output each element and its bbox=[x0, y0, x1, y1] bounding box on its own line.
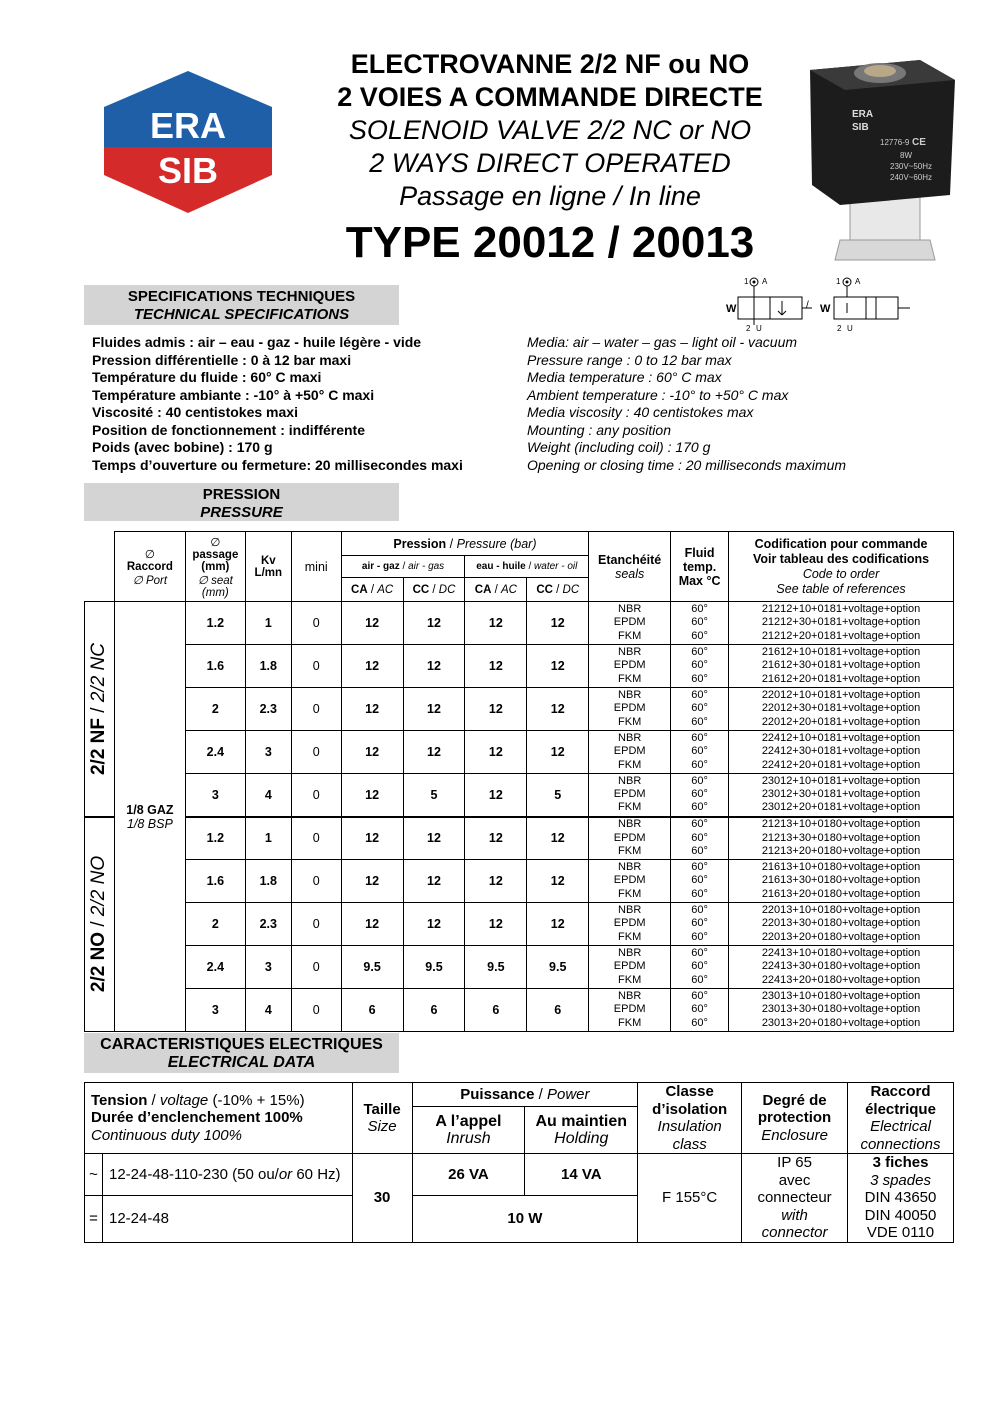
spec-en: Mounting : any position bbox=[527, 421, 671, 438]
water-ca-value: 6 bbox=[465, 989, 527, 1032]
water-ca-value: 12 bbox=[465, 645, 527, 688]
title-en-2: 2 WAYS DIRECT OPERATED bbox=[369, 148, 731, 178]
order-codes: 22413+10+0180+voltage+option 22413+30+0180+voltage+option 22413+20+0180+voltage+option bbox=[729, 946, 954, 989]
kv-value: 1 bbox=[245, 817, 291, 860]
dc-power-value: 10 W bbox=[412, 1196, 638, 1242]
airgas-cc-value: 5 bbox=[403, 774, 465, 817]
group-label: 2/2 NO / 2/2 NO bbox=[85, 817, 115, 1032]
passage-value: 1.6 bbox=[185, 860, 245, 903]
svg-text:2: 2 bbox=[837, 324, 842, 333]
specs-title-en: TECHNICAL SPECIFICATIONS bbox=[133, 306, 350, 323]
airgas-ca-value: 12 bbox=[341, 731, 403, 774]
product-brand2: SIB bbox=[852, 122, 869, 133]
kv-value: 1 bbox=[245, 602, 291, 645]
pressure-row bbox=[85, 774, 954, 817]
group-label: 2/2 NF / 2/2 NC bbox=[85, 602, 115, 817]
h-mini: mini bbox=[291, 532, 341, 602]
temp-value: 60° 60° 60° bbox=[671, 946, 729, 989]
temp-value: 60° 60° 60° bbox=[671, 688, 729, 731]
seals-value: NBR EPDM FKM bbox=[589, 903, 671, 946]
temp-value: 60° 60° 60° bbox=[671, 860, 729, 903]
mini-value: 0 bbox=[291, 645, 341, 688]
order-codes: 21612+10+0181+voltage+option 21612+30+0181+voltage+option 21612+20+0181+voltage+option bbox=[729, 645, 954, 688]
seals-value: NBR EPDM FKM bbox=[589, 602, 671, 645]
pressure-row bbox=[85, 731, 954, 774]
spec-en: Media temperature : 60° C max bbox=[527, 369, 722, 385]
h-passage: ∅ passage (mm) ∅ seat (mm) bbox=[185, 532, 245, 602]
kv-value: 4 bbox=[245, 774, 291, 817]
airgas-cc-value: 12 bbox=[403, 645, 465, 688]
pressure-row bbox=[85, 645, 954, 688]
h-pressure: Pression / Pressure (bar) bbox=[341, 532, 589, 556]
h-holding: Au maintien Holding bbox=[525, 1107, 638, 1154]
size-value: 30 bbox=[352, 1154, 412, 1243]
seals-value: NBR EPDM FKM bbox=[589, 989, 671, 1032]
spec-en: Pressure range : 0 to 12 bar max bbox=[527, 351, 732, 368]
product-ce: CE bbox=[912, 137, 926, 148]
pressure-title-en: PRESSURE bbox=[200, 504, 283, 521]
passage-value: 3 bbox=[185, 774, 245, 817]
svg-text:A: A bbox=[762, 277, 768, 286]
mini-value: 0 bbox=[291, 860, 341, 903]
class-value: F 155°C bbox=[638, 1154, 742, 1243]
passage-value: 1.6 bbox=[185, 645, 245, 688]
airgas-cc-value: 6 bbox=[403, 989, 465, 1032]
temp-value: 60° 60° 60° bbox=[671, 774, 729, 817]
passage-value: 2 bbox=[185, 688, 245, 731]
ac-symbol: ~ bbox=[85, 1154, 103, 1196]
water-ca-value: 12 bbox=[465, 817, 527, 860]
temp-value: 60° 60° 60° bbox=[671, 602, 729, 645]
svg-text:W: W bbox=[726, 303, 737, 315]
mini-value: 0 bbox=[291, 602, 341, 645]
passage-value: 2.4 bbox=[185, 731, 245, 774]
logo-bottom-text: SIB bbox=[157, 150, 219, 191]
pressure-row bbox=[85, 688, 954, 731]
seals-value: NBR EPDM FKM bbox=[589, 860, 671, 903]
spec-fr: Temps d’ouverture ou fermeture: 20 millisecondes maxi bbox=[92, 456, 463, 473]
title-fr-1: ELECTROVANNE 2/2 NF ou NO bbox=[350, 49, 750, 79]
h-inrush: A l’appel Inrush bbox=[412, 1107, 525, 1154]
mini-value: 0 bbox=[291, 989, 341, 1032]
passage-value: 2.4 bbox=[185, 946, 245, 989]
svg-text:1: 1 bbox=[744, 277, 749, 286]
airgas-cc-value: 12 bbox=[403, 731, 465, 774]
port-value: 1/8 GAZ 1/8 BSP bbox=[114, 602, 185, 1032]
airgas-ca-value: 12 bbox=[341, 860, 403, 903]
water-cc-value: 12 bbox=[527, 903, 589, 946]
order-codes: 22412+10+0181+voltage+option 22412+30+0181+voltage+option 22412+20+0181+voltage+option bbox=[729, 731, 954, 774]
h-cc-dc: CC / DC bbox=[527, 578, 589, 602]
seals-value: NBR EPDM FKM bbox=[589, 817, 671, 860]
pressure-row bbox=[85, 903, 954, 946]
spec-fr: Fluides admis : air – eau - gaz - huile légère - vide bbox=[92, 334, 422, 350]
title-block bbox=[300, 48, 800, 271]
airgas-ca-value: 12 bbox=[341, 602, 403, 645]
electrical-header bbox=[84, 1033, 399, 1073]
order-codes: 23013+10+0180+voltage+option 23013+30+0180+voltage+option 23013+20+0180+voltage+option bbox=[729, 989, 954, 1032]
pressure-table bbox=[84, 531, 954, 1032]
specs-title: SPECIFICATIONS TECHNIQUES bbox=[127, 288, 356, 305]
order-codes: 22012+10+0181+voltage+option 22012+30+0181+voltage+option 22012+20+0181+voltage+option bbox=[729, 688, 954, 731]
h-ca-ac: CA / AC bbox=[465, 578, 527, 602]
mini-value: 0 bbox=[291, 688, 341, 731]
electrical-title-en: ELECTRICAL DATA bbox=[167, 1054, 316, 1071]
product-image bbox=[800, 45, 965, 265]
product-code: 12776-9 bbox=[880, 138, 910, 147]
temp-value: 60° 60° 60° bbox=[671, 731, 729, 774]
specs-header bbox=[84, 285, 399, 325]
logo-top-text: ERA bbox=[149, 105, 227, 146]
spec-en: Media viscosity : 40 centistokes max bbox=[527, 404, 754, 420]
connections-value: 3 fiches 3 spades DIN 43650 DIN 40050 VDE 0110 bbox=[848, 1154, 954, 1243]
passage-value: 1.2 bbox=[185, 602, 245, 645]
h-size: Taille Size bbox=[352, 1083, 412, 1154]
water-cc-value: 12 bbox=[527, 817, 589, 860]
valve-symbol bbox=[716, 275, 916, 333]
order-codes: 22013+10+0180+voltage+option 22013+30+0180+voltage+option 22013+20+0180+voltage+option bbox=[729, 903, 954, 946]
mini-value: 0 bbox=[291, 903, 341, 946]
order-codes: 23012+10+0181+voltage+option 23012+30+0181+voltage+option 23012+20+0181+voltage+option bbox=[729, 774, 954, 817]
svg-text:W: W bbox=[820, 303, 831, 315]
temp-value: 60° 60° 60° bbox=[671, 817, 729, 860]
product-v1: 230V~50Hz bbox=[890, 162, 933, 171]
seals-value: NBR EPDM FKM bbox=[589, 774, 671, 817]
h-fluid-temp: Fluid temp. Max °C bbox=[671, 532, 729, 602]
water-cc-value: 6 bbox=[527, 989, 589, 1032]
electrical-title: CARACTERISTIQUES ELECTRIQUES bbox=[100, 1036, 383, 1053]
kv-value: 3 bbox=[245, 946, 291, 989]
pressure-row bbox=[85, 602, 954, 645]
water-cc-value: 12 bbox=[527, 645, 589, 688]
mini-value: 0 bbox=[291, 817, 341, 860]
airgas-ca-value: 12 bbox=[341, 903, 403, 946]
water-cc-value: 5 bbox=[527, 774, 589, 817]
seals-value: NBR EPDM FKM bbox=[589, 645, 671, 688]
passage-value: 3 bbox=[185, 989, 245, 1032]
spec-en: Opening or closing time : 20 milliseconds maximum bbox=[527, 456, 847, 473]
h-cc-dc: CC / DC bbox=[403, 578, 465, 602]
era-sib-logo bbox=[88, 45, 288, 217]
water-cc-value: 12 bbox=[527, 602, 589, 645]
spec-fr: Température du fluide : 60° C maxi bbox=[92, 369, 322, 385]
spec-en: Media: air – water – gas – light oil - vacuum bbox=[527, 334, 798, 350]
water-ca-value: 12 bbox=[465, 860, 527, 903]
spec-fr: Position de fonctionnement : indifférente bbox=[92, 421, 365, 438]
temp-value: 60° 60° 60° bbox=[671, 645, 729, 688]
seals-value: NBR EPDM FKM bbox=[589, 946, 671, 989]
product-watt: 8W bbox=[900, 151, 912, 160]
h-airgas: air - gaz / air - gas bbox=[341, 556, 465, 578]
kv-value: 2.3 bbox=[245, 688, 291, 731]
kv-value: 2.3 bbox=[245, 903, 291, 946]
temp-value: 60° 60° 60° bbox=[671, 903, 729, 946]
airgas-ca-value: 12 bbox=[341, 817, 403, 860]
seals-value: NBR EPDM FKM bbox=[589, 731, 671, 774]
passage-value: 1.2 bbox=[185, 817, 245, 860]
airgas-cc-value: 12 bbox=[403, 688, 465, 731]
type-title: TYPE 20012 / 20013 bbox=[345, 218, 755, 267]
airgas-ca-value: 12 bbox=[341, 688, 403, 731]
inrush-value: 26 VA bbox=[412, 1154, 525, 1196]
svg-text:2: 2 bbox=[746, 324, 751, 333]
airgas-cc-value: 12 bbox=[403, 817, 465, 860]
kv-value: 3 bbox=[245, 731, 291, 774]
h-ca-ac: CA / AC bbox=[341, 578, 403, 602]
temp-value: 60° 60° 60° bbox=[671, 989, 729, 1032]
kv-value: 1.8 bbox=[245, 645, 291, 688]
airgas-ca-value: 12 bbox=[341, 645, 403, 688]
spec-fr: Température ambiante : -10° à +50° C maxi bbox=[92, 386, 375, 403]
airgas-cc-value: 12 bbox=[403, 860, 465, 903]
water-cc-value: 12 bbox=[527, 731, 589, 774]
airgas-ca-value: 9.5 bbox=[341, 946, 403, 989]
h-tension: Tension / voltage (-10% + 15%) Durée d’enclenchement 100% Continuous duty 100% bbox=[85, 1083, 353, 1154]
svg-text:U: U bbox=[756, 324, 762, 333]
order-codes: 21212+10+0181+voltage+option 21212+30+0181+voltage+option 21212+20+0181+voltage+option bbox=[729, 602, 954, 645]
mini-value: 0 bbox=[291, 731, 341, 774]
h-kv: Kv L/mn bbox=[245, 532, 291, 602]
protection-value: IP 65 avec connecteur with connector bbox=[742, 1154, 848, 1243]
svg-text:1: 1 bbox=[836, 277, 841, 286]
svg-text:U: U bbox=[847, 324, 853, 333]
water-cc-value: 9.5 bbox=[527, 946, 589, 989]
mini-value: 0 bbox=[291, 946, 341, 989]
airgas-cc-value: 12 bbox=[403, 903, 465, 946]
pressure-row bbox=[85, 817, 954, 860]
pressure-header bbox=[84, 483, 399, 521]
kv-value: 1.8 bbox=[245, 860, 291, 903]
water-ca-value: 12 bbox=[465, 602, 527, 645]
svg-text:/: / bbox=[806, 300, 809, 311]
mini-value: 0 bbox=[291, 774, 341, 817]
pressure-row bbox=[85, 860, 954, 903]
ac-voltage: 12-24-48-110-230 (50 ou/or 60 Hz) bbox=[102, 1154, 352, 1196]
airgas-ca-value: 12 bbox=[341, 774, 403, 817]
kv-value: 4 bbox=[245, 989, 291, 1032]
water-cc-value: 12 bbox=[527, 688, 589, 731]
order-codes: 21213+10+0180+voltage+option 21213+30+0180+voltage+option 21213+20+0180+voltage+option bbox=[729, 817, 954, 860]
airgas-cc-value: 12 bbox=[403, 602, 465, 645]
holding-value: 14 VA bbox=[525, 1154, 638, 1196]
product-brand1: ERA bbox=[852, 109, 874, 120]
h-protection: Degré de protection Enclosure bbox=[742, 1083, 848, 1154]
specs-en-list bbox=[527, 334, 967, 474]
h-water: eau - huile / water - oil bbox=[465, 556, 589, 578]
pressure-row bbox=[85, 946, 954, 989]
subtitle: Passage en ligne / In line bbox=[399, 181, 701, 211]
passage-value: 2 bbox=[185, 903, 245, 946]
spec-en: Weight (including coil) : 170 g bbox=[527, 439, 711, 455]
electrical-table bbox=[84, 1082, 954, 1243]
dc-symbol: = bbox=[85, 1196, 103, 1242]
water-ca-value: 9.5 bbox=[465, 946, 527, 989]
water-ca-value: 12 bbox=[465, 731, 527, 774]
svg-text:A: A bbox=[855, 277, 861, 286]
water-ca-value: 12 bbox=[465, 688, 527, 731]
airgas-ca-value: 6 bbox=[341, 989, 403, 1032]
pressure-row bbox=[85, 989, 954, 1032]
h-connections: Raccord électrique Electrical connections bbox=[848, 1083, 954, 1154]
water-cc-value: 12 bbox=[527, 860, 589, 903]
spec-fr: Pression différentielle : 0 à 12 bar maxi bbox=[92, 351, 352, 368]
pressure-title: PRESSION bbox=[202, 486, 281, 503]
product-v2: 240V~60Hz bbox=[890, 173, 933, 182]
title-fr-2: 2 VOIES A COMMANDE DIRECTE bbox=[337, 82, 763, 112]
title-en-1: SOLENOID VALVE 2/2 NC or NO bbox=[348, 115, 752, 145]
h-seals: Etanchéité seals bbox=[589, 532, 671, 602]
spec-en: Ambient temperature : -10° to +50° C max bbox=[527, 386, 789, 403]
corner-cell bbox=[85, 532, 115, 602]
dc-voltage: 12-24-48 bbox=[102, 1196, 352, 1242]
spec-fr: Poids (avec bobine) : 170 g bbox=[92, 439, 273, 455]
h-power: Puissance / Power bbox=[412, 1083, 638, 1107]
spec-fr: Viscosité : 40 centistokes maxi bbox=[92, 404, 298, 420]
h-port: ∅ Raccord ∅ Port bbox=[114, 532, 185, 602]
water-ca-value: 12 bbox=[465, 774, 527, 817]
specs-fr-list bbox=[92, 334, 522, 474]
seals-value: NBR EPDM FKM bbox=[589, 688, 671, 731]
h-code: Codification pour commande Voir tableau des codifications Code to order See table of references bbox=[729, 532, 954, 602]
order-codes: 21613+10+0180+voltage+option 21613+30+0180+voltage+option 21613+20+0180+voltage+option bbox=[729, 860, 954, 903]
h-class: Classe d’isolation Insulation class bbox=[638, 1083, 742, 1154]
airgas-cc-value: 9.5 bbox=[403, 946, 465, 989]
water-ca-value: 12 bbox=[465, 903, 527, 946]
